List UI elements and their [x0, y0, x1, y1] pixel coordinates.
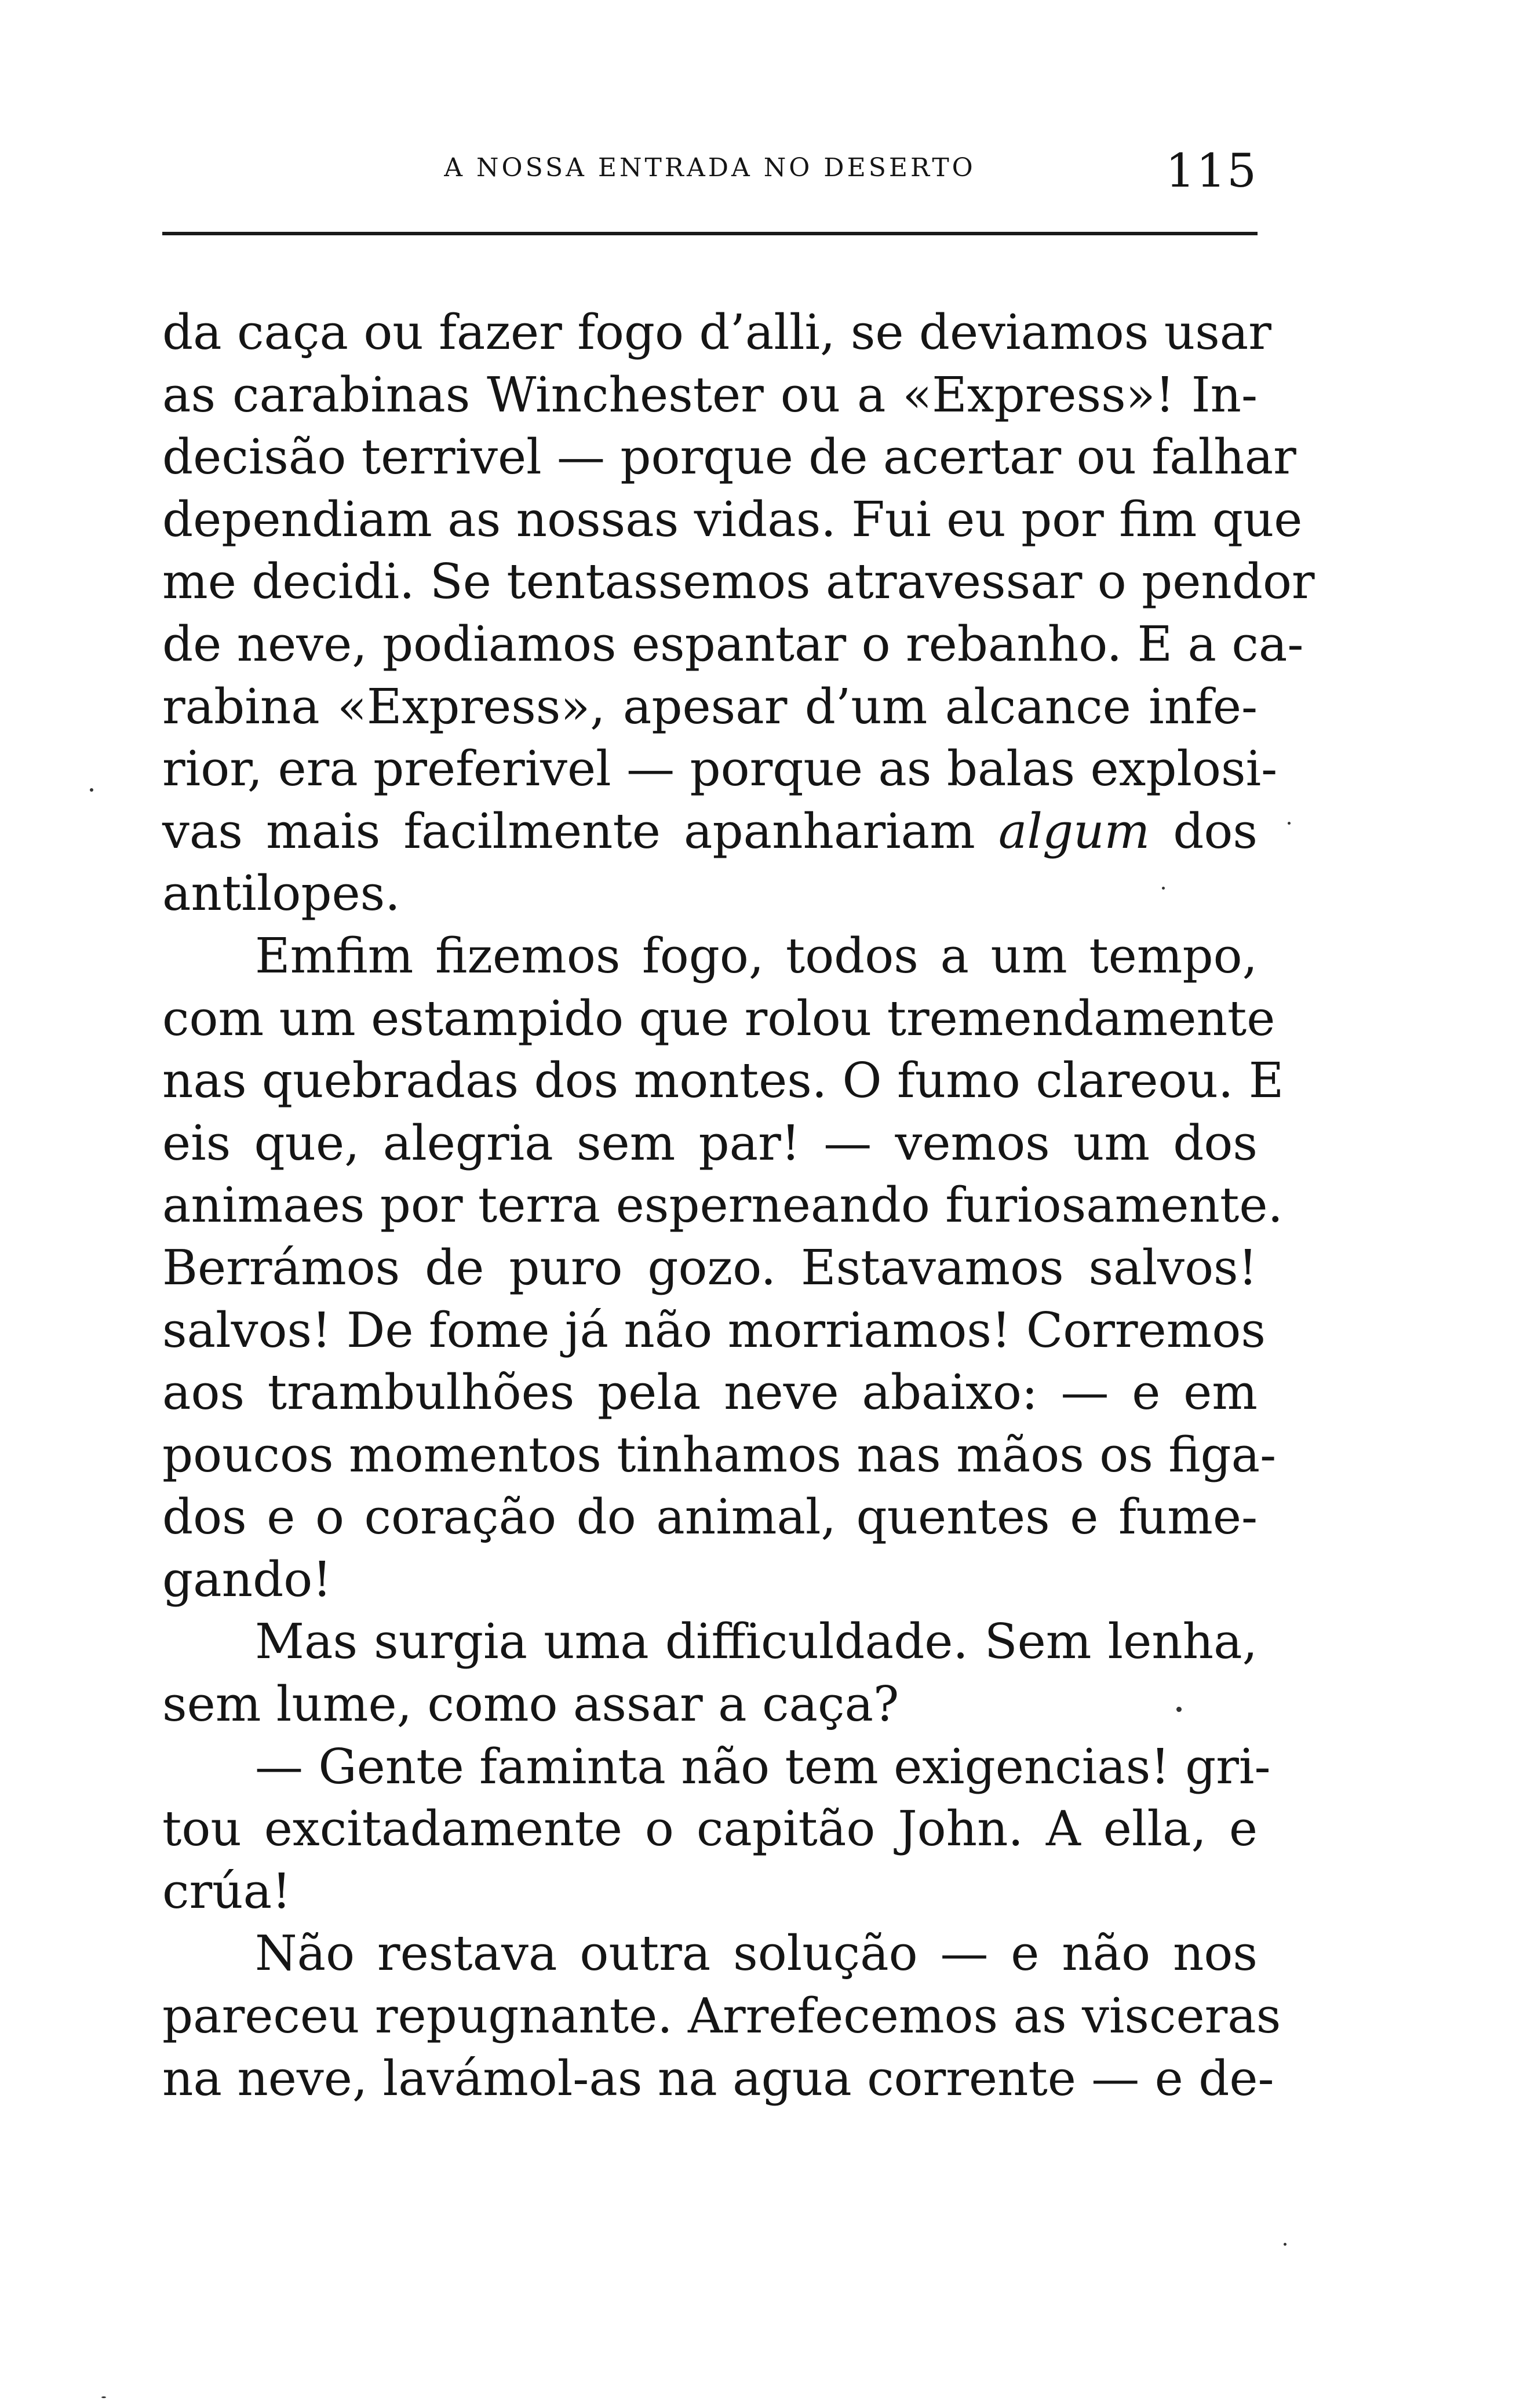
text-line: dependiam as nossas vidas. Fui eu por fim que — [162, 491, 1303, 548]
scan-speck — [90, 788, 93, 792]
scan-speck — [1176, 1707, 1182, 1712]
text-line: animaes por terra esperneando furiosamente. — [162, 1177, 1283, 1234]
page-number: 115 — [1165, 144, 1258, 198]
text-line: crúa! — [162, 1863, 291, 1919]
scan-speck — [101, 2396, 106, 2398]
running-head — [162, 144, 1258, 196]
italic-word: algum — [998, 803, 1150, 859]
running-title: A NOSSA ENTRADA NO DESERTO — [444, 153, 976, 183]
text-line: tou excitadamente o capitão John. A ella, e — [162, 1801, 1258, 1857]
text-line: pareceu repugnante. Arrefecemos as visceras — [162, 1988, 1281, 2045]
text-line: salvos! De fome já não morriamos! Corremos — [162, 1302, 1266, 1358]
text-segment: dos — [1150, 803, 1258, 859]
text-line: rior, era preferivel — porque as balas explosi- — [162, 741, 1278, 797]
text-line: — Gente faminta não tem exigencias! gri- — [255, 1738, 1271, 1795]
text-line: antilopes. — [162, 865, 400, 922]
text-line: de neve, podiamos espantar o rebanho. E a ca- — [162, 615, 1304, 672]
text-line: gando! — [162, 1551, 332, 1608]
text-line: Não restava outra solução — e não nos — [255, 1925, 1258, 1982]
text-segment: vas mais facilmente apanhariam — [162, 803, 998, 859]
scan-speck — [1284, 2243, 1287, 2246]
header-rule — [162, 232, 1258, 235]
text-line: decisão terrivel — porque de acertar ou falhar — [162, 429, 1296, 486]
text-line: na neve, lavámol-as na agua corrente — e de- — [162, 2050, 1274, 2107]
text-line: aos trambulhões pela neve abaixo: — e em — [162, 1364, 1258, 1421]
text-line: com um estampido que rolou tremendamente — [162, 990, 1275, 1047]
text-line: as carabinas Winchester ou a «Express»! In- — [162, 366, 1258, 423]
text-line: me decidi. Se tentassemos atravessar o pendor — [162, 553, 1315, 610]
text-line: Berrámos de puro gozo. Estavamos salvos! — [162, 1239, 1258, 1296]
text-line: dos e o coração do animal, quentes e fume- — [162, 1489, 1258, 1546]
text-line: eis que, alegria sem par! — vemos um dos — [162, 1114, 1258, 1171]
text-line: sem lume, como assar a caça? — [162, 1676, 899, 1733]
scan-speck — [1288, 822, 1291, 825]
text-line: poucos momentos tinhamos nas mãos os figa- — [162, 1426, 1277, 1483]
text-line: da caça ou fazer fogo d’alli, se deviamos usar — [162, 304, 1271, 360]
text-line: nas quebradas dos montes. O fumo clareou. E — [162, 1052, 1284, 1109]
scan-speck — [1162, 887, 1165, 890]
text-line: Emfim fizemos fogo, todos a um tempo, — [255, 927, 1258, 984]
text-line — [162, 800, 1258, 863]
body-text — [162, 301, 1315, 2110]
text-line: rabina «Express», apesar d’um alcance infe- — [162, 678, 1258, 735]
text-line: Mas surgia uma difficuldade. Sem lenha, — [255, 1613, 1258, 1670]
